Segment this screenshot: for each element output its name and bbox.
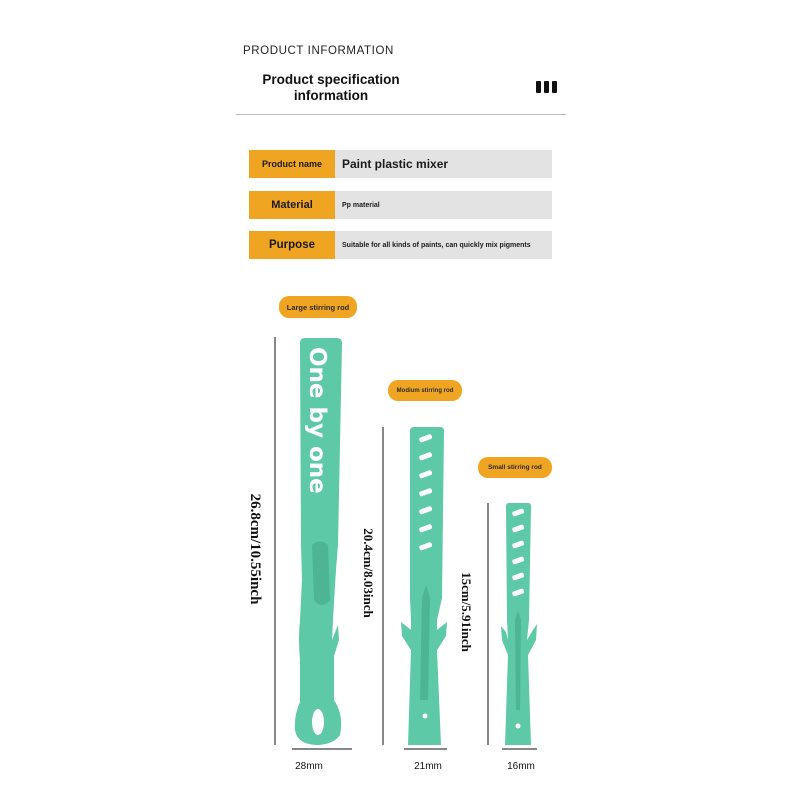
small-rod-label: Small stirring rod [478, 457, 552, 478]
spec-title-line1: Product specification [262, 72, 400, 87]
spec-value: Suitable for all kinds of paints, can quickly mix pigments [335, 231, 552, 259]
spec-key: Product name [249, 150, 335, 178]
spec-value: Paint plastic mixer [335, 150, 552, 178]
small-rod [501, 503, 537, 745]
medium-rod [401, 427, 447, 745]
large-rod-length: 26.8cm/10.55inch [247, 493, 263, 605]
spec-key: Purpose [249, 231, 335, 259]
medium-rod-width: 21mm [414, 761, 442, 772]
section-label: PRODUCT INFORMATION [243, 45, 394, 57]
large-rod-label: Large stirring rod [279, 296, 357, 318]
large-rod-width: 28mm [295, 761, 323, 772]
spec-key: Material [249, 191, 335, 219]
spec-value: Pp material [335, 191, 552, 219]
medium-rod-length: 20.4cm/8.03inch [361, 528, 376, 618]
spec-title-line2: information [293, 88, 369, 103]
large-rod [295, 338, 342, 745]
small-rod-length: 15cm/5.91inch [459, 572, 474, 652]
small-rod-width: 16mm [507, 761, 535, 772]
medium-rod-label: Modium stirring rod [388, 380, 462, 401]
large-rod-engraving: One by one [304, 347, 330, 494]
